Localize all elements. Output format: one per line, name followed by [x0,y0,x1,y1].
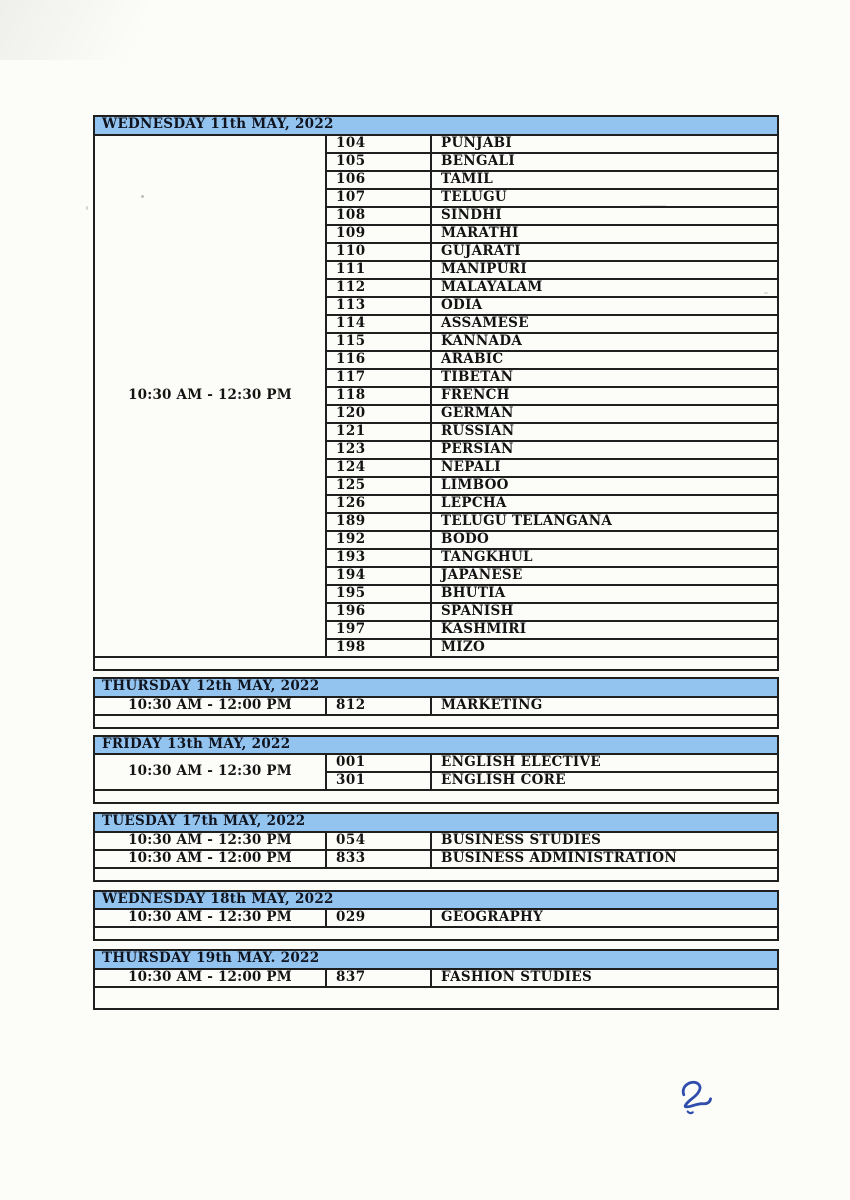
day-header-row [94,678,778,697]
subject-name-cell: BENGALI [431,153,778,171]
time-slot-cell: 10:30 AM - 12:30 PM [94,754,326,790]
day-header: THURSDAY 12th MAY, 2022 [94,678,778,697]
day-header: FRIDAY 13th MAY, 2022 [94,736,778,755]
day-header: WEDNESDAY 11th MAY, 2022 [94,116,778,135]
subject-name-cell: ASSAMESE [431,315,778,333]
subject-code-cell: 195 [326,585,431,603]
spacer-row [94,868,778,881]
subject-code-cell: 126 [326,495,431,513]
subject-code-cell: 123 [326,441,431,459]
subject-name-cell: FASHION STUDIES [431,969,778,987]
subject-name-cell: TIBETAN [431,369,778,387]
subject-name-cell: MARATHI [431,225,778,243]
exam-row [94,850,778,868]
subject-name-cell: PERSIAN [431,441,778,459]
subject-name-cell: TANGKHUL [431,549,778,567]
subject-code-cell: 192 [326,531,431,549]
subject-name-cell: LEPCHA [431,495,778,513]
spacer-cell [94,927,778,940]
exam-day-section [93,949,779,1010]
subject-name-cell: ARABIC [431,351,778,369]
subject-code-cell: 189 [326,513,431,531]
subject-code-cell: 194 [326,567,431,585]
subject-name-cell: ENGLISH ELECTIVE [431,754,778,772]
spacer-row [94,657,778,670]
subject-code-cell: 120 [326,405,431,423]
scan-speck [141,195,144,198]
subject-name-cell: MALAYALAM [431,279,778,297]
time-slot-cell: 10:30 AM - 12:00 PM [94,969,326,987]
subject-name-cell: MIZO [431,639,778,657]
subject-name-cell: JAPANESE [431,567,778,585]
time-slot-cell: 10:30 AM - 12:00 PM [94,850,326,868]
subject-name-cell: RUSSIAN [431,423,778,441]
subject-name-cell: TELUGU [431,189,778,207]
exam-timetable [93,115,777,1018]
spacer-cell [94,987,778,1009]
subject-code-cell: 117 [326,369,431,387]
exam-day-section [93,812,779,882]
subject-code-cell: 196 [326,603,431,621]
exam-row [94,754,778,772]
subject-code-cell: 104 [326,135,431,153]
subject-name-cell: BODO [431,531,778,549]
handwritten-2-glyph [671,1075,725,1122]
subject-name-cell: PUNJABI [431,135,778,153]
subject-code-cell: 118 [326,387,431,405]
day-header-row [94,891,778,910]
spacer-row [94,790,778,803]
subject-code-cell: 837 [326,969,431,987]
subject-name-cell: FRENCH [431,387,778,405]
subject-name-cell: ODIA [431,297,778,315]
time-slot-cell: 10:30 AM - 12:30 PM [94,909,326,927]
scan-speck [86,206,88,210]
day-header-row [94,950,778,969]
subject-name-cell: KASHMIRI [431,621,778,639]
exam-day-section [93,890,779,942]
spacer-row [94,987,778,1009]
day-header-row [94,813,778,832]
exam-row [94,909,778,927]
exam-day-section [93,735,779,805]
exam-row [94,832,778,850]
handwritten-page-number [671,1075,725,1122]
exam-row [94,969,778,987]
subject-name-cell: TELUGU TELANGANA [431,513,778,531]
subject-code-cell: 029 [326,909,431,927]
exam-row [94,697,778,715]
subject-code-cell: 125 [326,477,431,495]
subject-name-cell: BUSINESS ADMINISTRATION [431,850,778,868]
subject-code-cell: 110 [326,243,431,261]
subject-name-cell: LIMBOO [431,477,778,495]
day-header: WEDNESDAY 18th MAY, 2022 [94,891,778,910]
subject-name-cell: GERMAN [431,405,778,423]
spacer-row [94,927,778,940]
time-slot-cell: 10:30 AM - 12:30 PM [94,832,326,850]
scan-speck [764,292,768,294]
subject-code-cell: 124 [326,459,431,477]
subject-name-cell: SPANISH [431,603,778,621]
subject-code-cell: 108 [326,207,431,225]
subject-code-cell: 301 [326,772,431,790]
subject-code-cell: 833 [326,850,431,868]
day-header-row [94,736,778,755]
subject-name-cell: MANIPURI [431,261,778,279]
subject-code-cell: 107 [326,189,431,207]
exam-day-section [93,677,779,729]
subject-code-cell: 113 [326,297,431,315]
subject-name-cell: MARKETING [431,697,778,715]
day-header-row [94,116,778,135]
spacer-cell [94,868,778,881]
subject-code-cell: 197 [326,621,431,639]
subject-name-cell: GEOGRAPHY [431,909,778,927]
spacer-row [94,715,778,728]
subject-code-cell: 105 [326,153,431,171]
subject-code-cell: 121 [326,423,431,441]
spacer-cell [94,657,778,670]
exam-day-section [93,115,779,671]
subject-name-cell: TAMIL [431,171,778,189]
time-slot-cell: 10:30 AM - 12:00 PM [94,697,326,715]
subject-name-cell: GUJARATI [431,243,778,261]
spacer-cell [94,790,778,803]
subject-name-cell: NEPALI [431,459,778,477]
time-slot-cell: 10:30 AM - 12:30 PM [94,135,326,657]
subject-code-cell: 115 [326,333,431,351]
exam-row [94,135,778,153]
subject-code-cell: 111 [326,261,431,279]
subject-name-cell: ENGLISH CORE [431,772,778,790]
subject-name-cell: KANNADA [431,333,778,351]
subject-code-cell: 193 [326,549,431,567]
subject-name-cell: SINDHI [431,207,778,225]
scan-speck [640,205,666,206]
subject-name-cell: BUSINESS STUDIES [431,832,778,850]
subject-code-cell: 114 [326,315,431,333]
day-header: TUESDAY 17th MAY, 2022 [94,813,778,832]
day-header: THURSDAY 19th MAY. 2022 [94,950,778,969]
subject-code-cell: 109 [326,225,431,243]
subject-code-cell: 106 [326,171,431,189]
subject-code-cell: 198 [326,639,431,657]
subject-code-cell: 116 [326,351,431,369]
spacer-cell [94,715,778,728]
subject-code-cell: 812 [326,697,431,715]
subject-name-cell: BHUTIA [431,585,778,603]
subject-code-cell: 112 [326,279,431,297]
subject-code-cell: 001 [326,754,431,772]
subject-code-cell: 054 [326,832,431,850]
